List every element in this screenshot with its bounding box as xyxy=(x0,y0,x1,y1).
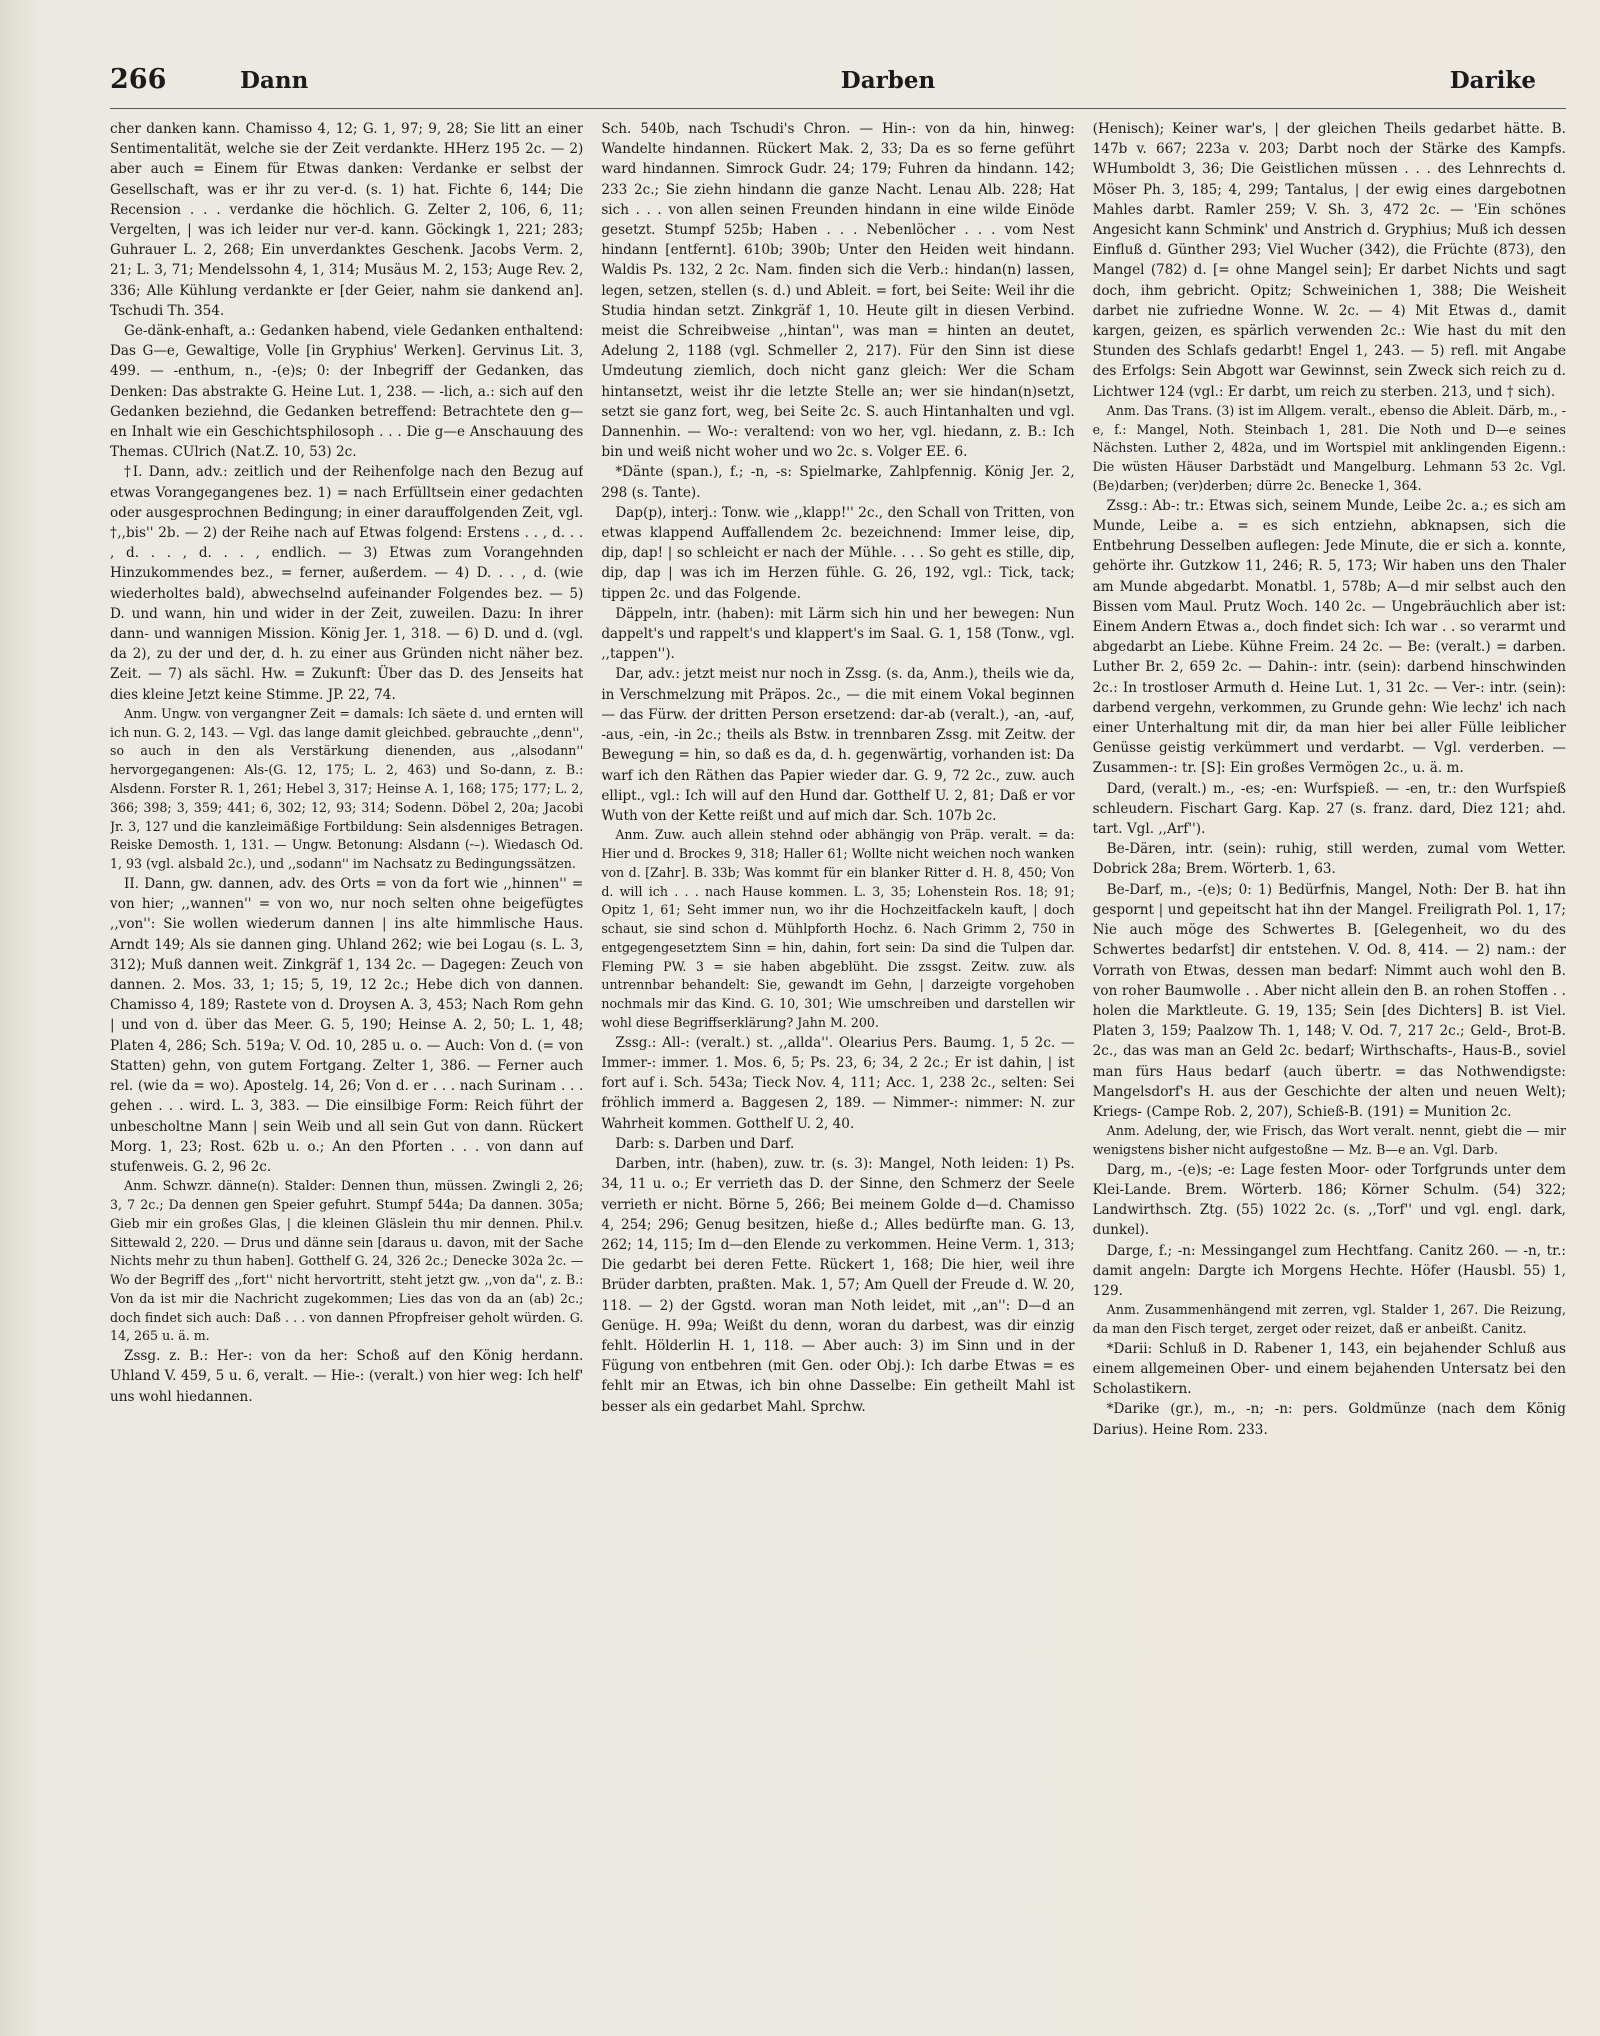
dictionary-entry: *Dänte (span.), f.; -n, -s: Spielmarke, Zahlpfennig. König Jer. 2, 298 (s. Tante). xyxy=(601,464,1075,501)
left-guide-word: Dann xyxy=(240,67,309,94)
dictionary-entry: Anm. Zusammenhängend mit zerren, vgl. Stalder 1, 267. Die Reizung, da man den Fisch terget, zerget oder reizet, daß er anbeißt. Canitz. xyxy=(1092,1302,1566,1336)
dictionary-entry: II. Dann, gw. dannen, adv. des Orts = von da fort wie ,,hinnen'' = von hier; ,,wannen'' = von wo, nur noch selten ohne beigefügtes ,,von'': Sie wollen wiederum dannen | ins alte himmlische Haus. Arndt 149; Als sie dannen ging. Uhland 262; wie bei Logau (s. L. 3, 312); Muß dannen weit. Zinkgräf 1, 134 2c. — Dagegen: Zeuch von dannen. 2. Mos. 33, 1; 15; 5, 19, 12 2c.; Hebe dich von dannen. Chamisso 4, 189; Rastete von d. Droysen A. 3, 453; Nach Rom gehn | und von d. über das Meer. G. 5, 190; Heinse A. 2, 50; L. 1, 48; Platen 4, 286; Sch. 519a; V. Od. 10, 285 u. o. — Auch: Von d. (= von Statten) gehn, von gutem Fortgang. Zelter 1, 386. — Ferner auch rel. (wie da = wo). Apostelg. 14, 26; Von d. er . . . nach Surinam . . . gehen . . . wird. L. 3, 383. — Die einsilbige Form: Reich führt der unbescholtne Mann | sein Weib und all sein Gut von dann. Rückert Morg. 1, 23; Rost. 62b u. o.; An den Pforten . . . von dann auf stufenweis. G. 2, 96 2c. xyxy=(110,876,584,1175)
dictionary-entry: Darb: s. Darben und Darf. xyxy=(615,1135,795,1152)
dictionary-entry: Zssg. z. B.: Her-: von da her: Schoß auf den König herdann. Uhland V. 459, 5 u. 6, veralt. — Hie-: (veralt.) von hier weg: Ich helf' uns wohl hiedannen. xyxy=(110,1348,584,1405)
text-columns xyxy=(110,119,1566,2019)
dictionary-entry: Anm. Schwzr. dänne(n). Stalder: Dennen thun, müssen. Zwingli 2, 26; 3, 7 2c.; Da dennen gen Speier gefuhrt. Stumpf 544a; Da dannen. 305a; Gieb mir ein großes Glas, | die kleinen Gläslein thu mir dennen. Phil.v. Sittewald 2, 220. — Drus und dänne sein [daraus u. davon, mit der Sache Nichts mehr zu thun haben]. Gotthelf G. 24, 326 2c.; Denecke 302a 2c. — Wo der Begriff des ,,fort'' nicht hervortritt, steht jetzt gw. ,,von da'', z. B.: Von da ist mir die Nachricht zugekommen; Lies das von da an (ab) 2c.; doch findet sich auch: Daß . . . von dannen Pfropfreiser geholt würden. G. 14, 265 u. ä. m. xyxy=(110,1178,584,1344)
column-middle xyxy=(601,119,1074,2019)
dictionary-entry: Darg, m., -(e)s; -e: Lage festen Moor- oder Torfgrunds unter dem Klei-Lande. Brem. Wörterb. 186; Körner Schulm. (54) 322; Landwirthsch. Ztg. (55) 1022 2c. (s. ,,Torf'' und vgl. engl. dark, dunkel). xyxy=(1092,1161,1566,1239)
dictionary-entry: Dard, (veralt.) m., -es; -en: Wurfspieß. — -en, tr.: den Wurfspieß schleudern. Fischart Garg. Kap. 27 (s. franz. dard, Diez 121; ahd. tart. Vgl. ,,Arf''). xyxy=(1092,780,1566,838)
center-guide-word: Darben xyxy=(840,67,936,94)
dictionary-entry: Be-Dären, intr. (sein): ruhig, still werden, zumal vom Wetter. Dobrick 28a; Brem. Wörterb. 1, 63. xyxy=(1092,841,1566,878)
dictionary-entry: Zssg.: All-: (veralt.) st. ,,allda''. Olearius Pers. Baumg. 1, 5 2c. — Immer-: immer. 1. Mos. 6, 5; Ps. 23, 6; 34, 2 2c.; Er ist dahin, | ist fort auf i. Sch. 543a; Tieck Nov. 4, 111; Acc. 1, 238 2c., selten: Sei fröhlich immerd a. Baggesen 2, 189. — Nimmer-: nimmer: N. zur Wahrheit kommen. Gotthelf U. 2, 40. xyxy=(601,1034,1075,1132)
dictionary-entry: †I. Dann, adv.: zeitlich und der Reihenfolge nach den Bezug auf etwas Vorangegangenes bez. 1) = nach Erfülltsein einer gedachten oder ausgesprochnen Bedingung; in einer darauffolgenden Zeit, vgl. †,,bis'' 2b. — 2) der Reihe nach auf Etwas folgend: Erstens . . , d. . . , d. . . , d. . . , endlich. — 3) Etwas zum Vorangehnden Hinzukommendes bez., = ferner, außerdem. — 4) D. . . , d. (wie wiederholtes bald), abwechselnd aufeinander Folgendes bez. — 5) D. und wann, hin und wider in der Zeit, zuweilen. Dazu: In ihrer dann- und wannigen Mission. König Jer. 1, 318. — 6) D. und d. (vgl. da 2), zu der und der, d. h. zu einer aus Gründen nicht näher bez. Zeit. — 7) als sächl. Hw. = Zukunft: Über das D. des Jenseits hat dies kleine Jetzt keine Stimme. JP. 22, 74. xyxy=(110,464,584,703)
dictionary-entry: Anm. Ungw. von vergangner Zeit = damals: Ich säete d. und ernten will ich nun. G. 2, 143. — Vgl. das lange damit gleichbed. gebrauchte ,,denn'', so auch in den als Verstärkung dienenden, aus ,,alsodann'' hervorgegangenen: Als-(G. 12, 175; L. 2, 463) und So-dann, z. B.: Alsdenn. Forster R. 1, 261; Hebel 3, 317; Heinse A. 1, 168; 175; 177; L. 2, 366; 398; 3, 359; 441; 6, 302; 12, 93; 314; Sodenn. Döbel 2, 20a; Jacobi Jr. 3, 127 und die kanzleimäßige Fortbildung: Sein alsdenniges Betragen. Reiske Demosth. 1, 131. — Ungw. Betonung: Alsdann (⏑–). Wiedasch Od. 1, 93 (vgl. alsbald 2c.), und ,,sodann'' im Nachsatz zu Bedingungssätzen. xyxy=(110,705,584,872)
column-right xyxy=(1093,119,1566,2019)
dictionary-entry: cher danken kann. Chamisso 4, 12; G. 1, 97; 9, 28; Sie litt an einer Sentimentalität, welche sie der Zeit verdankte. HHerz 195 2c. — 2) aber auch = Einem für Etwas danken: Verdanke er selbst der Gesellschaft, was er ihr zu ver-d. (s. 1) hat. Fichte 6, 144; Die Recension . . . verdanke die höchlich. G. Zelter 2, 106, 6, 11; Vergelten, | was ich leider nur ver-d. kann. Göckingk 1, 221; 283; Guhrauer L. 2, 268; Ein unverdanktes Geschenk. Jacobs Verm. 2, 21; L. 3, 71; Mendelssohn 4, 1, 314; Musäus M. 2, 153; Auge Rev. 2, 336; Alle Kühlung verdankte er [der Geier, nahm sie dankend an]. Tschudi Th. 354. xyxy=(110,121,584,319)
dictionary-entry: Dar, adv.: jetzt meist nur noch in Zssg. (s. da, Anm.), theils wie da, in Verschmelzung mit Präpos. 2c., — die mit einem Vokal beginnen — das Fürw. der dritten Person ersetzend: dar-ab (veralt.), -an, -auf, -aus, -ein, -in 2c.; theils als Bstw. in trennbaren Zssg. mit Zeitw. der Bewegung = hin, so daß es da, d. h. gegenwärtig, vorhanden ist: Da warf ich den Räthen das Papier wieder dar. G. 9, 72 2c., zuw. auch ellipt., vgl.: Ich will auf den Hund dar. Gotthelf U. 2, 81; Daß er vor Wuth von der Kette reißt und auf mich dar. Sch. 107b 2c. xyxy=(601,666,1075,824)
dictionary-entry: *Darike (gr.), m., -n; -n: pers. Goldmünze (nach dem König Darius). Heine Rom. 233. xyxy=(1092,1401,1566,1438)
column-left xyxy=(110,119,583,2019)
dictionary-entry: Anm. Zuw. auch allein stehnd oder abhängig von Präp. veralt. = da: Hier und d. Brockes 9, 318; Haller 61; Wollte nicht weichen noch wanken von d. [Zahr]. B. 33b; Was kommt für ein blanker Ritter d. H. 8, 450; Von d. will ich . . . nach Hause kommen. L. 3, 35; Lohenstein Ros. 18; 91; Opitz 1, 61; Seht immer nun, wo ihr die Hochzeitfackeln kauft, | doch schaut, sie sind schon d. Mühlpforth Hochz. 6. Nach Grimm 2, 750 in entgegengesetztem Sinn = hin, dahin, fort sein: Da sind die Tulpen dar. Fleming PW. 3 = sie haben abgeblüht. Die zssgst. Zeitw. zuw. als untrennbar behandelt: Sie, gewandt im Gehn, | darzeigte vorgehoben nochmals mir das Kind. G. 10, 301; Wie umschreiben und darstellen wir wohl diese Begriffserklärung? Jahn M. 200. xyxy=(601,827,1075,1031)
dictionary-entry: Dap(p), interj.: Tonw. wie ,,klapp!'' 2c., den Schall von Tritten, von etwas klappend Auffallendem 2c. bezeichnend: Immer leise, dip, dip, dap! | so schleicht er nach der Mühle. . . . So geht es stille, dip, dip, dap | was ich im Herzen fühle. G. 26, 192, vgl.: Tick, tack; tippen 2c. und das Folgende. xyxy=(601,504,1075,602)
dictionary-entry: Zssg.: Ab-: tr.: Etwas sich, seinem Munde, Leibe 2c. a.; es sich am Munde, Leibe a. = es sich entziehn, abknapsen, sich die Entbehrung Desselben auflegen: Jede Minute, die er sich a. konnte, gehörte ihr. Gutzkow 11, 246; R. 5, 173; Wir haben uns den Thaler am Munde abgedarbt. Monatbl. 1, 578b; A—d mir selbst auch den Bissen vom Maul. Prutz Woch. 140 2c. — Ungebräuchlich aber ist: Einem Andern Etwas a., doch findet sich: Ich war . . so verarmt und abgedarbt an Liebe. Kühne Freim. 24 2c. — Be: (veralt.) = darben. Luther Br. 2, 659 2c. — Dahin-: intr. (sein): darbend hinschwinden 2c.: In trostloser Armuth d. Heine Lut. 1, 31 2c. — Ver-: intr. (sein): darbend vergehn, verkommen, zu Grunde gehn: Wie lechz' ich nach einer Unterhaltung mit dir, da man hier bei aller Fülle leiblicher Genüsse geistig verkümmert und verdarbt. — Vgl. verderben. — Zusammen-: tr. [S]: Ein großes Vermögen 2c., u. ä. m. xyxy=(1092,497,1566,777)
page-number: 266 xyxy=(110,64,167,95)
dictionary-entry: Darge, f.; -n: Messingangel zum Hechtfang. Canitz 260. — -n, tr.: damit angeln: Dargte ich Morgens Hechte. Höfer (Hausbl. 55) 1, 129. xyxy=(1092,1242,1566,1299)
right-guide-word: Darike xyxy=(1449,67,1536,94)
dictionary-entry: Däppeln, intr. (haben): mit Lärm sich hin und her bewegen: Nun dappelt's und rappelt's und klappert's im Saal. G. 1, 158 (Tonw., vgl. ,,tappen''). xyxy=(601,605,1075,663)
dictionary-entry: Sch. 540b, nach Tschudi's Chron. — Hin-: von da hin, hinweg: Wandelte hindannen. Rückert Mak. 2, 33; Da es so ferne geführt ward hindannen. Simrock Gudr. 24; 179; Fuhren da hindann. 142; 233 2c.; Sie ziehn hindann die ganze Nacht. Lenau Alb. 228; Hat sich . . . von allen seinen Freunden hindann in eine wilde Einöde gesetzt. Stumpf 525b; Haben . . . Nebenlöcher . . . vom Nest hindann [entfernt]. 610b; 390b; Unter den Heiden weit hindann. Waldis Ps. 132, 2 2c. Nam. finden sich die Verb.: hindan(n) lassen, legen, setzen, stellen (s. d.) und Ableit. = fort, bei Seite: Weil ihr die Studia hindan setzt. Zinkgräf 1, 10. Heute gilt in diesen Verbind. meist die Schreibweise ,,hintan'', was man = hinten an deutet, Adelung 2, 1188 (vgl. Schmeller 2, 217). Für den Sinn ist diese Umdeutung ziemlich, doch nicht ganz gleich: Wer die Scham hintansetzt, weist ihr die letzte Stelle an; wer sie hindan(n)setzt, setzt sie ganz fort, weg, bei Seite 2c. S. auch Hintanhalten und vgl. Dannenhin. — Wo-: veraltend: von wo her, vgl. hiedann, z. B.: Ich bin und weiß nicht woher und wo 2c. s. Volger EE. 6. xyxy=(601,121,1075,461)
page-header xyxy=(110,64,1566,109)
dictionary-entry: Ge-dänk-enhaft, a.: Gedanken habend, viele Gedanken enthaltend: Das G—e, Gewaltige, Volle [in Gryphius' Werken]. Gervinus Lit. 3, 499. — -enthum, n., -(e)s; 0: der Inbegriff der Gedanken, das Denken: Das abstrakte G. Heine Lut. 1, 238. — -lich, a.: sich auf den Gedanken beziehnd, die Gedanken betreffend: Betrachtete den g—en Inhalt wie ein Geschichtsphilosoph . . . Die g—e Anschauung des Themas. CUlrich (Nat.Z. 10, 53) 2c. xyxy=(110,323,584,461)
dictionary-entry: Anm. Das Trans. (3) ist im Allgem. veralt., ebenso die Ableit. Därb, m., -e, f.: Mangel, Noth. Steinbach 1, 281. Die Noth und D—e seines Nächsten. Luther 2, 482a, und im Wortspiel mit anklingenden Eigenn.: Die wüsten Häuser Darbstädt und Mangelburg. Lehmann 53 2c. Vgl. (Be)darben; (ver)derben; dürre 2c. Benecke 1, 364. xyxy=(1092,402,1566,494)
dictionary-entry: Anm. Adelung, der, wie Frisch, das Wort veralt. nennt, giebt die — mir wenigstens bisher nicht aufgestoßne — Mz. B—e an. Vgl. Darb. xyxy=(1092,1123,1566,1157)
dictionary-entry: (Henisch); Keiner war's, | der gleichen Theils gedarbet hätte. B. 147b v. 667; 223a v. 203; Darbt noch der Stärke des Kampfs. WHumboldt 3, 36; Die Geistlichen müssen . . . des Lehnrechts d. Möser Ph. 3, 185; 4, 299; Tantalus, | der ewig eines dargebotnen Mahles darbt. Ramler 259; V. Sh. 3, 472 2c. — 'Ein schönes Angesicht kann Schmink' und Anstrich d. Gryphius; Muß ich dessen Einfluß d. Günther 293; Viel Wucher (342), die Früchte (873), den Mangel (782) d. [= ohne Mangel sein]; Er darbet Nichts und sagt doch, ihm gebricht. Opitz; Schweinichen 1, 388; Die Weisheit darbet nie zufriedne Wonne. W. 2c. — 4) Mit Etwas d., damit kargen, geizen, es spärlich verwenden 2c.: Wie hast du mit den Stunden des Schlafs gedarbt! Engel 1, 243. — 5) refl. mit Angabe des Erfolgs: Sein Abgott war Gewinnst, sein Zweck sich reich zu d. Lichtwer 124 (vgl.: Er darbt, um reich zu sterben. 213, und † sich). xyxy=(1092,121,1566,400)
dictionary-entry: *Darii: Schluß in D. Rabener 1, 143, ein bejahender Schluß aus einem allgemeinen Ober- und einem bejahenden Untersatz bei den Scholastikern. xyxy=(1092,1340,1566,1398)
dictionary-entry: Be-Darf, m., -(e)s; 0: 1) Bedürfnis, Mangel, Noth: Der B. hat ihn gespornt | und gepeitscht hat ihn der Mangel. Freiligrath Pol. 1, 17; Nie auch möge des Schwertes B. [Gelegenheit, wo du des Schwertes bedarfst] dir entstehen. V. Od. 8, 414. — 2) nam.: der Vorrath von Etwas, dessen man bedarf: Nimmt auch wohl den B. von roher Baumwolle . . Aber nicht allein den B. an rohen Stoffen . . holen die Marktleute. G. 19, 135; Sein [des Dichters] B. ist Viel. Platen 3, 159; Paalzow Th. 1, 148; V. Od. 7, 217 2c.; Geld-, Brot-B. 2c., das was man an Geld 2c. bedarf; Wirthschafts-, Haus-B., soviel man fürs Haus bedarf (auch übertr. = das Nothwendigste: Mangelsdorf's H. aus der Geschichte der alten und neuen Welt); Kriegs- (Campe Rob. 2, 207), Schieß-B. (191) = Munition 2c. xyxy=(1092,881,1566,1120)
dictionary-entry: Darben, intr. (haben), zuw. tr. (s. 3): Mangel, Noth leiden: 1) Ps. 34, 11 u. o.; Er verrieth das D. der Sinne, den Schmerz der Seele verrieth er nicht. Börne 5, 266; Bei meinem Golde d—d. Chamisso 4, 254; 296; Genug besitzen, hieße d.; Alles bedürfte man. G. 13, 262; 14, 115; Im d—den Elende zu verkommen. Heine Verm. 1, 313; Die gedarbt bei deren Fette. Rückert 1, 168; Die hier, weil ihre Brüder darbten, praßten. Mak. 1, 57; Am Quell der Freude d. W. 20, 118. — 2) der Ggstd. woran man Noth leidet, mit ,,an'': D—d an Genüge. H. 99a; Weißt du denn, woran du darbest, was dir einzig fehlt. Hölderlin H. 1, 118. — Aber auch: 3) im Sinn und in der Fügung von entbehren (mit Gen. oder Obj.): Ich darbe Etwas = es fehlt mir an Etwas, ich bin ohne Dasselbe: Ein getheilt Mahl ist besser als ein gedarbet Mahl. Sprchw. xyxy=(601,1156,1075,1415)
